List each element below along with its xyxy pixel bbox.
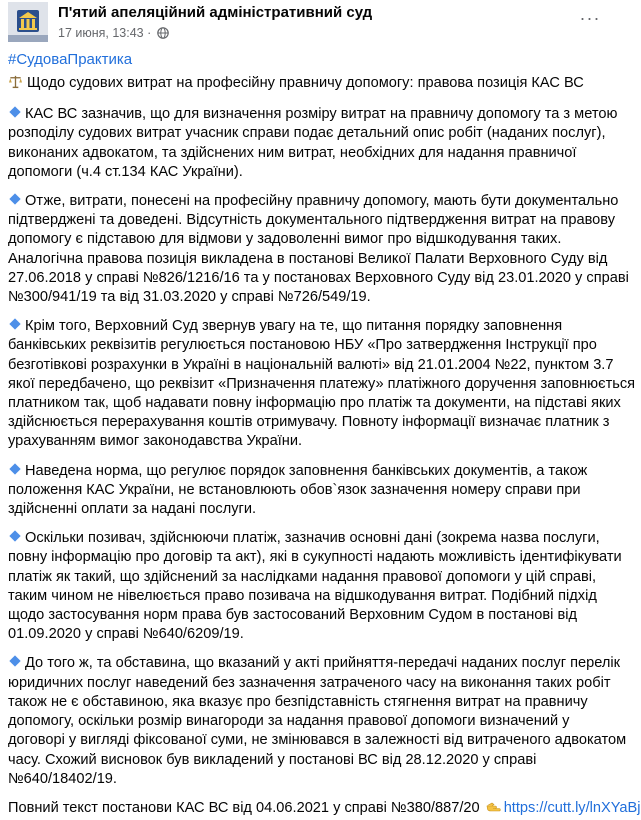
paragraph-line: здійснюється перерахування коштів отримувачу. Повноту інформації визначає платник з [8, 414, 610, 431]
post-date[interactable]: 17 июня, 13:43 [58, 26, 144, 40]
paragraph-line: урахуванням вимог законодавства України. [8, 433, 303, 450]
small-blue-diamond-icon [9, 463, 20, 474]
paragraph-2 [8, 192, 629, 307]
paragraph-line: 27.06.2018 у справі №826/1216/16 та у постановах Верховного Суду від 23.01.2020 у справі [8, 269, 629, 286]
court-emblem-icon [8, 2, 48, 42]
pointing-finger-icon [486, 800, 502, 820]
globe-icon[interactable] [157, 27, 169, 42]
paragraph-line: щодо застосування норм права був застосований Верховним Судом в постанові від [8, 607, 577, 624]
paragraph-line: безготівкові розрахунки в Україні в національній валюті» від 21.01.2004 №22, пунктом 3.7 [8, 356, 614, 373]
paragraph-line: підтверджені та доведені. Відсутність документального підтвердження витрат на правову [8, 212, 616, 229]
paragraph-line: банківських реквізитів регулюється постановою НБУ «Про затвердження Інструкції про [8, 337, 597, 354]
title-text: Щодо судових витрат на професійну правничу допомогу: правова позиція КАС ВС [27, 75, 584, 91]
meta-separator: · [147, 26, 152, 40]
paragraph-line: 01.09.2020 у справі №640/6209/19. [8, 626, 244, 643]
paragraph-line: розподілу судових витрат учасник справи подає детальний опис робіт (наданих послуг), [8, 125, 606, 142]
paragraph-line: Аналогічна правова позиція викладена в постанові Великої Палати Верховного Суду від [8, 250, 608, 267]
paragraph-line: здійсненні оплати за надані послуги. [8, 501, 257, 518]
small-blue-diamond-icon [9, 656, 20, 667]
paragraph-line: Наведена норма, що регулює порядок заповнення банківських документів, а також [25, 462, 588, 479]
paragraph-1 [8, 105, 618, 182]
small-blue-diamond-icon [9, 531, 20, 542]
paragraph-5 [8, 529, 622, 644]
paragraph-line: юридичних послуг наведений без зазначення затраченого часу на виконання таких робіт [8, 674, 611, 691]
paragraph-3 [8, 317, 636, 451]
full-text-link[interactable]: https://cutt.ly/lnXYaBj [503, 799, 641, 816]
paragraph-line: №640/18402/19. [8, 770, 117, 787]
paragraph-line: платіж як такий, що здійснений за наслідками надання правової допомоги у цій справі, [8, 568, 597, 585]
paragraph-line: допомогу, оскільки розмір винагороди за надання правової допомоги визначений у [8, 713, 570, 730]
paragraph-line: №300/941/19 та від 31.03.2020 у справі №726/549/19. [8, 289, 371, 306]
paragraph-line: допомоги (ч.4 ст.134 КАС України). [8, 163, 243, 180]
paragraph-4 [8, 462, 612, 520]
paragraph-line: Крім того, Верховний Суд звернув увагу на те, що питання порядку заповнення [25, 318, 563, 335]
post-body [8, 74, 641, 820]
paragraph-line: Отже, витрати, понесені на професійну правничу допомогу, мають бути документально [25, 193, 619, 210]
paragraph-line: платником так, щоб надавати повну інформацію про платіж та документи, на підставі яких [8, 395, 621, 412]
paragraph-line: таким чином не нівелюється право позивача на відшкодування витрат. Подібний підхід [8, 587, 597, 604]
paragraph-line: повну інформацію про договір та акт), які в сукупності надають можливість ідентифікувати [8, 549, 622, 566]
paragraph-line: До того ж, та обставина, що вказаний у акті прийняття-передачі наданих послуг перелік [25, 655, 621, 672]
scales-icon [8, 74, 23, 95]
paragraph-line: допомогу є підставою для відмови у задоволенні вимог про відшкодування таких. [8, 231, 562, 248]
hashtag-link[interactable]: #СудоваПрактика [8, 51, 133, 68]
paragraph-line: виконаних адвокатом, та здійснених ним витрат, необхідних для надання правничої [8, 144, 577, 161]
paragraph-line: КАС ВС зазначив, що для визначення розміру витрат на правничу допомогу та з метою [25, 106, 618, 123]
more-options-button[interactable]: ··· [579, 7, 601, 28]
paragraph-6 [8, 654, 627, 788]
paragraph-line: договорі у вигляді фіксованої суми, не змінювався в залежності від витраченого адвокатом [8, 732, 627, 749]
page-name-link[interactable]: П'ятий апеляційний адміністративний суд [58, 4, 373, 21]
post-meta [58, 26, 169, 42]
full-text-label: Повний текст постанови КАС ВС від 04.06.2021 у справі №380/887/20 [8, 799, 480, 816]
paragraph-line: положення КАС України, не встановлюють обов`язок зазначення номеру справи при [8, 481, 581, 498]
small-blue-diamond-icon [9, 107, 20, 118]
small-blue-diamond-icon [9, 319, 20, 330]
paragraph-line: якої передбачено, що реквізит «Призначення платежу» платіжного доручення заповнюється [8, 375, 636, 392]
full-text-line [8, 799, 641, 820]
page-avatar[interactable] [8, 2, 48, 42]
small-blue-diamond-icon [9, 193, 20, 204]
paragraph-line: також не є обставиною, яка вказує про безпідставність стягнення витрат на правничу [8, 693, 588, 710]
post-title [8, 74, 612, 95]
paragraph-line: часу. Схожий висновок був викладений у постанові ВС від 28.12.2020 у справі [8, 751, 537, 768]
paragraph-line: Оскільки позивач, здійснюючи платіж, зазначив основні дані (зокрема назва послуги, [25, 530, 600, 547]
